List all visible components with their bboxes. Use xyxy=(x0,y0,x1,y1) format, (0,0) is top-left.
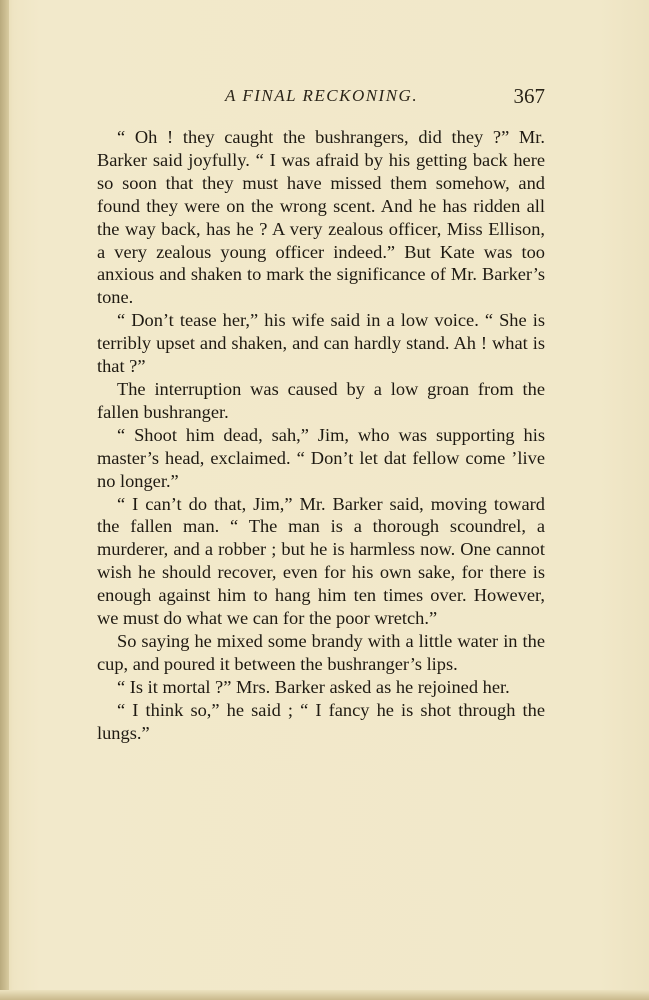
paragraph: “ Don’t tease her,” his wife said in a low voice. “ She is terribly upset and shaken, and can hardly stand. Ah ! what is that ?” xyxy=(97,310,545,377)
page-gutter-shadow xyxy=(0,0,9,1000)
running-head-title: A FINAL RECKONING. xyxy=(225,86,419,105)
body-text xyxy=(97,126,545,744)
running-head xyxy=(97,84,547,108)
paragraph: “ Is it mortal ?” Mrs. Barker asked as he rejoined her. xyxy=(117,676,510,697)
paragraph: “ I think so,” he said ; “ I fancy he is shot through the lungs.” xyxy=(97,699,545,743)
page-number: 367 xyxy=(513,84,545,108)
paragraph: “ I can’t do that, Jim,” Mr. Barker said, moving toward the fallen man. “ The man is a thorough scoundrel, a murderer, and a robber ; but he is harmless now. One cannot wish he should recover, even for his own sake, for there is enough against him to hang him ten times over. However, we must do what we can for the poor wretch.” xyxy=(97,493,545,629)
page-bottom-edge xyxy=(0,990,649,1000)
paragraph: “ Shoot him dead, sah,” Jim, who was supporting his master’s head, exclaimed. “ Don’t let dat fellow come ’live no longer.” xyxy=(97,424,545,491)
paragraph: The interruption was caused by a low groan from the fallen bushranger. xyxy=(97,378,545,422)
paragraph: “ Oh ! they caught the bushrangers, did they ?” Mr. Barker said joyfully. “ I was afraid by his getting back here so soon that they must have missed them somehow, and found they were on the wrong scent. And he has ridden all the way back, has he ? A very zealous officer, Miss Ellison, a very zealous young officer indeed.” But Kate was too anxious and shaken to mark the significance of Mr. Barker’s tone. xyxy=(97,127,545,308)
paragraph: So saying he mixed some brandy with a little water in the cup, and poured it between the bushranger’s lips. xyxy=(97,630,545,674)
